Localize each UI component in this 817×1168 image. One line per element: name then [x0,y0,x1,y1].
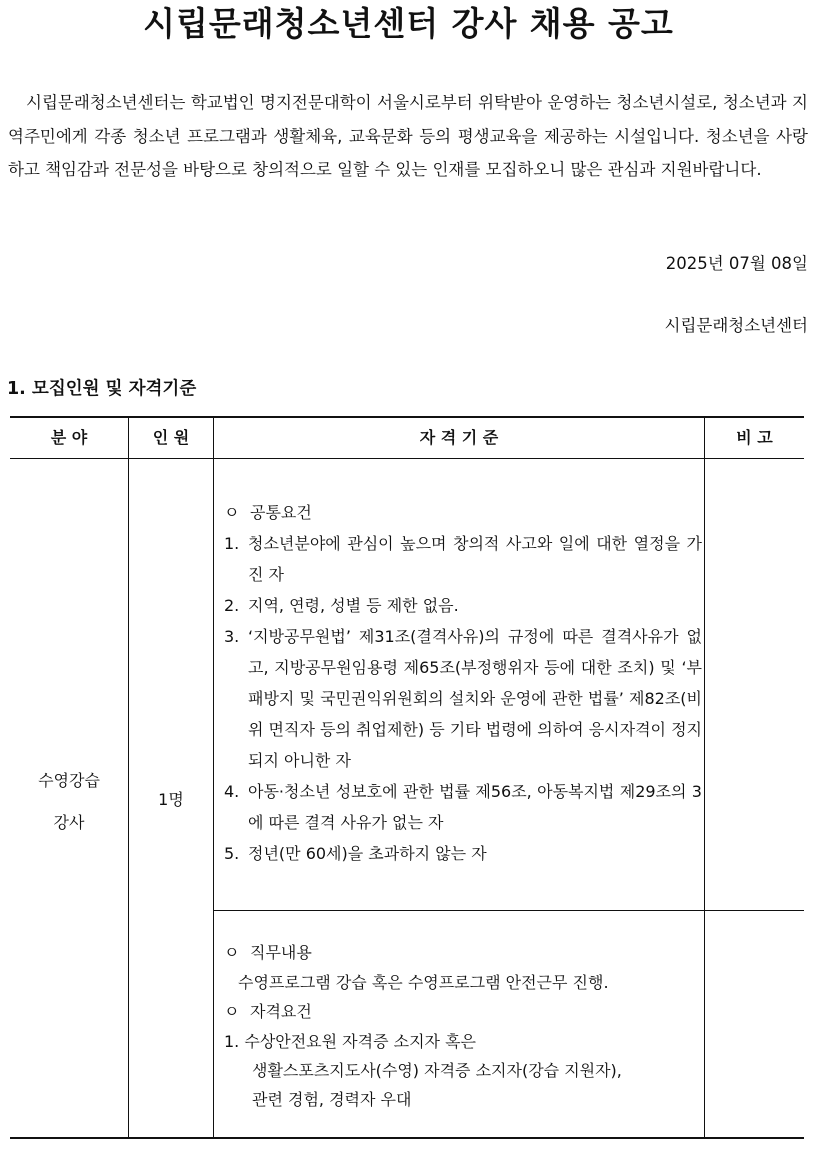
section-title: 1. 모집인원 및 자격기준 [7,379,197,399]
list-item [224,838,702,869]
item-number: 1. [224,1032,240,1051]
qualification-line: 생활스포츠지도사(수영) 자격증 소지자(강습 지원자), [252,1061,622,1080]
field-cell [10,760,128,844]
qualification-line [224,1027,702,1056]
item-text: 청소년분야에 관심이 높으며 창의적 사고와 일에 대한 열정을 가진 자 [248,534,702,584]
duty-title: 직무내용 [250,943,312,962]
column-divider [704,418,705,1137]
item-number: 3. [224,627,240,646]
field-line: 수영강습 [38,771,100,790]
header-field: 분 야 [50,428,88,447]
common-list [224,528,702,869]
duty-heading [224,938,702,968]
row-divider [213,910,804,911]
list-item [224,528,702,590]
intro-paragraph: 시립문래청소년센터는 학교법인 명지전문대학이 서울시로부터 위탁받아 운영하는 청소년시설로, 청소년과 지역주민에게 각종 청소년 프로그램과 생활체육, 교육문화 등의 평생교육을 제공하는 시설입니다. 청소년을 사랑하고 책임감과 전문성을 바탕으로 창의적으로 일할 수 있는 인재를 모집하오니 많은 관심과 지원바랍니다. [8,93,808,179]
qualification-heading [224,997,702,1027]
duty-and-qualifications [224,938,702,1114]
bullet-marker: ㅇ [224,503,240,522]
list-item [224,621,702,776]
common-title: 공통요건 [250,503,312,522]
item-number: 4. [224,782,240,801]
qualification-title: 자격요건 [250,1002,312,1021]
duty-text: 수영프로그램 강습 혹은 수영프로그램 안전근무 진행. [238,973,609,992]
recruitment-table [10,416,804,1139]
common-requirements [224,498,702,869]
list-item [224,590,702,621]
header-count: 인 원 [152,428,190,447]
header-divider [10,458,804,459]
field-line: 강사 [53,813,85,832]
count-cell: 1명 [158,790,184,809]
item-number: 2. [224,596,240,615]
qualification-line: 관련 경험, 경력자 우대 [252,1090,412,1109]
item-number: 1. [224,534,240,553]
item-text: 정년(만 60세)을 초과하지 않는 자 [248,844,487,863]
header-criteria: 자 격 기 준 [419,428,499,447]
bullet-marker: ㅇ [224,943,240,962]
organization-name: 시립문래청소년센터 [664,316,808,335]
item-text: 지역, 연령, 성별 등 제한 없음. [248,596,459,615]
column-divider [128,418,129,1137]
item-text: 아동·청소년 성보호에 관한 법률 제56조, 아동복지법 제29조의 3에 따른 결격 사유가 없는 자 [248,782,702,832]
bullet-marker: ㅇ [224,1002,240,1021]
item-number: 5. [224,844,240,863]
item-text: ‘지방공무원법’ 제31조(결격사유)의 규정에 따른 결격사유가 없고, 지방공무원임용령 제65조(부정행위자 등에 대한 조치) 및 ‘부패방지 및 국민권익위원회의 설치와 운영에 관한 법률’ 제82조(비위 면직자 등의 취업제한) 등 기타 법령에 의하여 응시자격이 정지되지 아니한 자 [248,627,702,770]
announcement-date: 2025년 07월 08일 [665,254,808,273]
page-title: 시립문래청소년센터 강사 채용 공고 [143,4,674,43]
list-item [224,776,702,838]
qualification-text: 수상안전요원 자격증 소지자 혹은 [244,1032,477,1051]
header-note: 비 고 [736,428,773,447]
column-divider [213,418,214,1137]
common-heading [224,498,702,528]
